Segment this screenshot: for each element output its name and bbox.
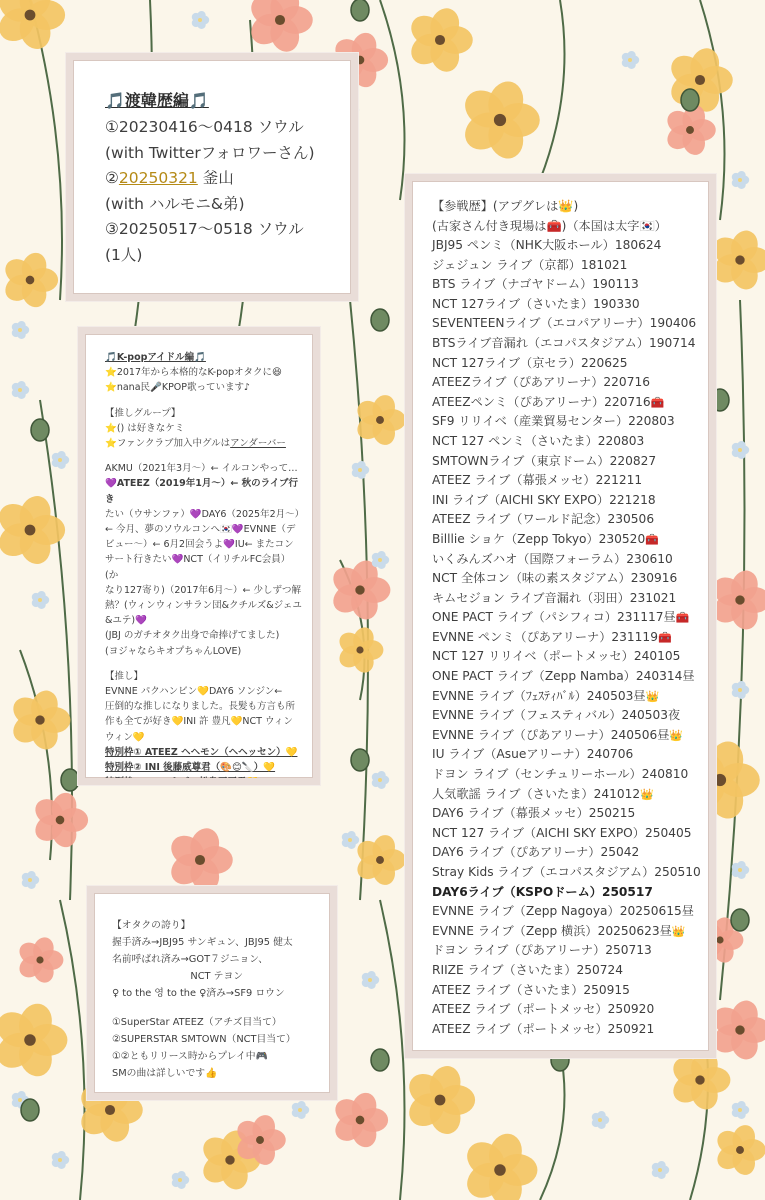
history-entry <box>432 785 703 805</box>
history-entry <box>432 922 703 942</box>
treasure-chest-icon: 🧰 <box>650 395 665 409</box>
poppy-center <box>24 1034 36 1046</box>
forget-me-not-center <box>368 978 372 982</box>
history-entry <box>432 354 703 374</box>
poppy-center <box>735 595 744 604</box>
history-entry <box>432 550 703 570</box>
game-line: ②SUPERSTAR SMTOWN（NCT目当て） <box>112 1034 296 1045</box>
oshi-line: EVNNE パクハンビン💛DAY6 ソンジン← <box>105 686 283 698</box>
history-entry <box>432 393 703 413</box>
crown-icon: 👑 <box>645 689 660 703</box>
crown-icon: 👑 <box>671 924 686 938</box>
seed-pod <box>351 0 369 21</box>
poppy-center <box>275 15 285 25</box>
forget-me-not-center <box>38 598 42 602</box>
history-entry <box>432 804 703 824</box>
poppy-center <box>376 856 384 864</box>
trip-line: ③20250517～0518 ソウル <box>105 220 304 238</box>
pride-line: 名前呼ばれ済み→GOT７ジニョン、 <box>112 954 269 965</box>
crown-icon: 👑 <box>669 728 684 742</box>
groups-line: 熱？(ウィンウィンサラン団&クチルズ&ジェユ <box>105 600 302 612</box>
history-entry <box>432 412 703 432</box>
seed-pod <box>371 309 389 331</box>
trip-line: ①20230416～0418 ソウル <box>105 118 304 136</box>
poppy-center <box>735 255 744 264</box>
history-entry-text: INI ライブ（AICHI SKY EXPO）221218 <box>432 492 656 507</box>
history-entry-text: Stray Kids ライブ（エコパスタジアム）250510 <box>432 865 701 879</box>
history-entry <box>432 608 703 628</box>
poppy-center <box>256 1136 264 1144</box>
forget-me-not-petal <box>627 51 635 59</box>
forget-me-not-petal <box>737 441 745 449</box>
forget-me-not-center <box>738 178 742 182</box>
history-entry <box>432 726 703 746</box>
history-entry <box>432 491 703 511</box>
forget-me-not-petal <box>297 1101 305 1109</box>
history-entry-text: ONE PACT ライブ（パシフィコ）231117昼 <box>432 610 676 625</box>
forget-me-not-petal <box>347 831 355 839</box>
history-entry <box>432 569 703 589</box>
kpop-idol-card <box>78 327 320 785</box>
pride-line: ♀ to the 영 to the ♀済み→SF9 ロウン <box>112 988 285 999</box>
history-entry-text: RIIZE ライブ（さいたま）250724 <box>432 962 624 977</box>
poppy-center <box>355 585 364 594</box>
groups-line: (ヨジャならキオプちゃんLOVE) <box>105 645 242 657</box>
poppy-center <box>26 276 35 285</box>
seed-pod <box>21 1099 39 1121</box>
forget-me-not-petal <box>17 1091 25 1099</box>
history-entry <box>432 824 703 844</box>
game-line: ①SuperStar ATEEZ（アチズ目当て） <box>112 1017 282 1028</box>
history-entry-text: SMTOWNライブ（東京ドーム）220827 <box>432 453 657 468</box>
oshi-line: 作も全てが好き💛INI 許 豊凡💛NCT ウィン <box>105 716 293 728</box>
poppy-center <box>35 715 44 724</box>
history-entry-text: Billlie ショケ（Zepp Tokyo）230520 <box>432 531 646 546</box>
history-entry-text: NCT 127 リリイベ（ポートメッセ）240105 <box>432 649 681 664</box>
forget-me-not-petal <box>57 451 65 459</box>
poppy-center <box>435 1095 446 1106</box>
history-entry-text: キムセジョン ライブ音漏れ（羽田）231021 <box>432 590 677 605</box>
history-entry <box>432 745 703 765</box>
groups-line: なり127寄り)（2017年6月〜）← 少しずつ解 <box>105 584 302 596</box>
history-entry <box>432 314 703 334</box>
history-entry-text: ONE PACT ライブ（Zepp Namba）240314昼 <box>432 669 695 684</box>
poppy-center <box>36 956 43 963</box>
history-entry-text: ドヨン ライブ（ぴあアリーナ）250713 <box>432 943 652 958</box>
forget-me-not-center <box>738 688 742 692</box>
game-line: SMの曲は詳しいです👍 <box>112 1068 218 1079</box>
history-entry-text: NCT 全体コン（味の素スタジアム）230916 <box>432 571 678 586</box>
seed-pod <box>61 769 79 791</box>
groups-line: ← 今月、夢のソウルコンへ🇰🇷💜EVNNE（デ <box>105 524 296 536</box>
forget-me-not-petal <box>57 1151 65 1159</box>
poppy-center <box>735 1025 744 1034</box>
history-entry <box>432 765 703 785</box>
groups-line: サート行きたい💜NCT（イリチルFC会員）(か <box>105 554 291 581</box>
history-entry-text: SF9 リリイベ（産業貿易センター）220803 <box>432 414 675 429</box>
seed-pod <box>31 419 49 441</box>
history-entry <box>432 706 703 726</box>
forget-me-not-petal <box>27 871 35 879</box>
history-entry <box>432 941 703 961</box>
forget-me-not-petal <box>737 861 745 869</box>
forget-me-not-petal <box>37 591 45 599</box>
poppy-center <box>356 1116 365 1125</box>
forget-me-not-center <box>348 838 352 842</box>
history-entry <box>432 236 703 256</box>
forget-me-not-petal <box>177 1171 185 1179</box>
groups-line: たい（ウサンファ）💜DAY6（2025年2月〜） <box>105 508 305 520</box>
history-entry <box>432 256 703 276</box>
history-entry <box>432 961 703 981</box>
history-entry <box>432 843 703 863</box>
history-entry-text: EVNNE ペンミ（ぴあアリーナ）231119 <box>432 629 658 644</box>
history-entry <box>432 883 703 903</box>
history-entry-text: ATEEZ ライブ（さいたま）250915 <box>432 982 630 997</box>
forget-me-not-petal <box>597 1111 605 1119</box>
forget-me-not-center <box>58 458 62 462</box>
history-entry-text: IU ライブ（Asueアリーナ）240706 <box>432 747 634 762</box>
history-entry-text: いくみんズハオ（国際フォーラム）230610 <box>432 551 673 566</box>
treasure-chest-icon: 🧰 <box>645 532 659 546</box>
special-line: 特別枠① ATEEZ ヘヘモン（ヘヘッセン）💛 <box>105 746 298 758</box>
poppy-center <box>494 1164 506 1176</box>
history-entry <box>432 334 703 354</box>
history-entry-text: ATEEZライブ（ぴあアリーナ）220716 <box>432 375 650 390</box>
forget-me-not-petal <box>17 381 25 389</box>
history-entry <box>432 981 703 1001</box>
history-entry <box>432 432 703 452</box>
forget-me-not-center <box>358 468 362 472</box>
forget-me-not-center <box>628 58 632 62</box>
forget-me-not-petal <box>17 321 25 329</box>
forget-me-not-center <box>658 1168 662 1172</box>
history-entry <box>432 295 703 315</box>
pride-line: 握手済み→JBJ95 サンギュン、JBJ95 健太 <box>112 937 293 948</box>
history-entry-text: ドヨン ライブ（センチュリーホール）240810 <box>432 767 689 782</box>
history-entry-text: ATEEZ ライブ（ポートメッセ）250921 <box>432 1021 655 1036</box>
poppy-center <box>686 126 694 134</box>
poppy-center <box>736 1146 744 1154</box>
forget-me-not-center <box>198 18 202 22</box>
poppy-center <box>225 1155 234 1164</box>
forget-me-not-petal <box>377 771 385 779</box>
history-entry-text: ジェジュン ライブ（京都）181021 <box>432 257 628 272</box>
forget-me-not-petal <box>377 551 385 559</box>
forget-me-not-petal <box>367 971 375 979</box>
trip-title: 🎵渡韓歴編🎵 <box>105 91 209 110</box>
groups-note: ⭐() は好きなケミ <box>105 422 185 434</box>
pride-heading: 【オタクの誇り】 <box>112 920 191 931</box>
trip-line <box>105 166 333 192</box>
oshi-heading: 【推し】 <box>105 670 144 682</box>
history-entry-text: NCT 127ライブ（さいたま）190330 <box>432 296 640 311</box>
groups-note-text: ⭐ファンクラブ加入中グルは <box>105 438 231 450</box>
trip-city: 釜山 <box>197 169 234 187</box>
seed-pod <box>681 89 699 111</box>
forget-me-not-petal <box>737 1101 745 1109</box>
forget-me-not-center <box>738 448 742 452</box>
history-entry-text: EVNNE ライブ（Zepp Nagoya）20250615昼 <box>432 904 694 919</box>
history-entry-text: ATEEZ ライブ（幕張メッセ）221211 <box>432 473 643 488</box>
forget-me-not-center <box>598 1118 602 1122</box>
groups-body <box>105 461 303 659</box>
forget-me-not-center <box>738 1108 742 1112</box>
forget-me-not-center <box>18 328 22 332</box>
seed-pod <box>731 909 749 931</box>
forget-me-not-center <box>738 868 742 872</box>
history-entry <box>432 373 703 393</box>
poppy-center <box>695 75 705 85</box>
history-list <box>432 236 703 1039</box>
history-entry <box>432 471 703 491</box>
seed-pod <box>351 749 369 771</box>
history-entry-text: NCT 127 ペンミ（さいたま）220803 <box>432 433 645 448</box>
history-entry-text: DAY6 ライブ（ぴあアリーナ）25042 <box>432 845 640 860</box>
history-entry <box>432 530 703 550</box>
history-legend: (古家さん付き現場は🧰)（本国は太字🇰🇷） <box>432 218 667 233</box>
history-entry <box>432 510 703 530</box>
oshi-line: 圧倒的な推しになりました。長髪も方言も所 <box>105 701 296 713</box>
history-entry-text: BTSライブ音漏れ（エコパスタジアム）190714 <box>432 335 696 350</box>
seed-pod <box>371 1049 389 1071</box>
history-entry-text: DAY6 ライブ（幕張メッセ）250215 <box>432 806 636 821</box>
groups-line: &ユテ)💜 <box>105 615 147 627</box>
history-heading: 【参戦歴】(アプグレは👑) <box>432 199 579 213</box>
history-entry-text: ATEEZペンミ（ぴあアリーナ）220716 <box>432 394 651 409</box>
forget-me-not-center <box>28 878 32 882</box>
forget-me-not-petal <box>737 681 745 689</box>
groups-line: ビュー〜）← 6月2回会うよ💜IU← またコン <box>105 539 294 551</box>
oshi-line: ウィン💛 <box>105 731 145 743</box>
pride-line: NCT テヨン <box>112 971 244 982</box>
game-line: ①②ともリリース時からプレイ中🎮 <box>112 1051 268 1062</box>
poppy-center <box>25 525 36 536</box>
poppy-center <box>56 816 65 825</box>
history-entry <box>432 275 703 295</box>
history-entry-text: EVNNE ライブ（ぴあアリーナ）240506昼 <box>432 727 670 742</box>
history-entry-text: ATEEZ ライブ（ポートメッセ）250920 <box>432 1002 655 1017</box>
forget-me-not-petal <box>357 461 365 469</box>
history-entry <box>432 1020 703 1040</box>
poppy-center <box>695 1075 704 1084</box>
history-entry-text: EVNNE ライブ（Zepp 横浜）20250623昼 <box>432 923 672 938</box>
groups-heading: 【推しグループ】 <box>105 407 181 419</box>
forget-me-not-center <box>378 558 382 562</box>
history-entry-text: ATEEZ ライブ（ワールド記念）230506 <box>432 512 655 527</box>
history-entry <box>432 452 703 472</box>
forget-me-not-center <box>178 1178 182 1182</box>
history-entry <box>432 667 703 687</box>
history-entry-text: EVNNE ライブ（フェスティバル）240503夜 <box>432 708 681 723</box>
history-entry-text: NCT 127 ライブ（AICHI SKY EXPO）250405 <box>432 825 692 840</box>
trip-number: ② <box>105 169 119 187</box>
history-entry-text: 人気歌謡 ライブ（さいたま）241012 <box>432 786 641 801</box>
history-entry-text: DAY6ライブ（KSPOドーム）250517 <box>432 884 653 899</box>
history-entry <box>432 589 703 609</box>
groups-line: 💜ATEEZ（2019年1月〜）← 秋のライブ行き <box>105 478 299 505</box>
poppy-center <box>356 646 363 653</box>
trip-line: (with Twitterフォロワーさん) <box>105 143 315 162</box>
history-entry <box>432 628 703 648</box>
history-entry-text: EVNNE ライブ（ﾌｪｽﾃｨﾊﾞﾙ）240503昼 <box>432 688 646 703</box>
poppy-center <box>716 936 723 943</box>
kpop-title: 🎵K-popアイドル編🎵 <box>105 352 206 363</box>
forget-me-not-center <box>18 388 22 392</box>
poppy-center <box>105 1105 115 1115</box>
history-entry-text: JBJ95 ペンミ（NHK大阪ホール）180624 <box>432 238 662 252</box>
special-line: 特別枠② INI 後藤威尊君（🎨😊🔪）💛 <box>105 762 276 774</box>
groups-note <box>105 436 303 451</box>
concert-history-card <box>405 174 716 1058</box>
trip-date-link[interactable]: 20250321 <box>118 169 198 187</box>
forget-me-not-center <box>298 1108 302 1112</box>
history-entry <box>432 647 703 667</box>
history-entry-text: NCT 127ライブ（京セラ）220625 <box>432 355 628 370</box>
history-entry <box>432 902 703 922</box>
poppy-center <box>494 114 506 126</box>
history-entry <box>432 1000 703 1020</box>
forget-me-not-center <box>18 1098 22 1102</box>
special-line: 特別枠 ③SMルキズの松島正平君💛 <box>105 777 259 785</box>
underline-legend: アンダーバー <box>230 438 286 450</box>
poppy-center <box>25 10 36 21</box>
kpop-intro-line: ⭐nana民🎤KPOP歌っています♪ <box>105 382 251 394</box>
trip-history-card <box>66 53 358 301</box>
trip-line: (1人) <box>105 245 143 264</box>
history-entry-text: BTS ライブ（ナゴヤドーム）190113 <box>432 277 639 292</box>
groups-line: AKMU（2021年3月〜）← イルコンやって… <box>105 463 298 475</box>
forget-me-not-petal <box>737 171 745 179</box>
forget-me-not-center <box>58 1158 62 1162</box>
poppy-center <box>195 855 205 865</box>
forget-me-not-center <box>378 778 382 782</box>
otaku-pride-card <box>87 886 337 1100</box>
treasure-chest-icon: 🧰 <box>657 630 672 644</box>
crown-icon: 👑 <box>640 787 654 801</box>
poppy-center <box>376 416 384 424</box>
poppy-center <box>435 35 445 45</box>
treasure-chest-icon: 🧰 <box>675 611 690 625</box>
history-entry <box>432 687 703 707</box>
groups-line: (JBJ のガチオタク出身で命捧げてました) <box>105 630 280 642</box>
trip-line: (with ハルモニ&弟) <box>105 194 245 213</box>
forget-me-not-petal <box>657 1161 665 1169</box>
history-entry-text: SEVENTEENライブ（エコパアリーナ）190406 <box>432 316 697 331</box>
forget-me-not-petal <box>197 11 205 19</box>
kpop-intro-line: ⭐2017年から本格的なK-popオタクに😆 <box>105 367 282 379</box>
history-entry <box>432 863 703 883</box>
